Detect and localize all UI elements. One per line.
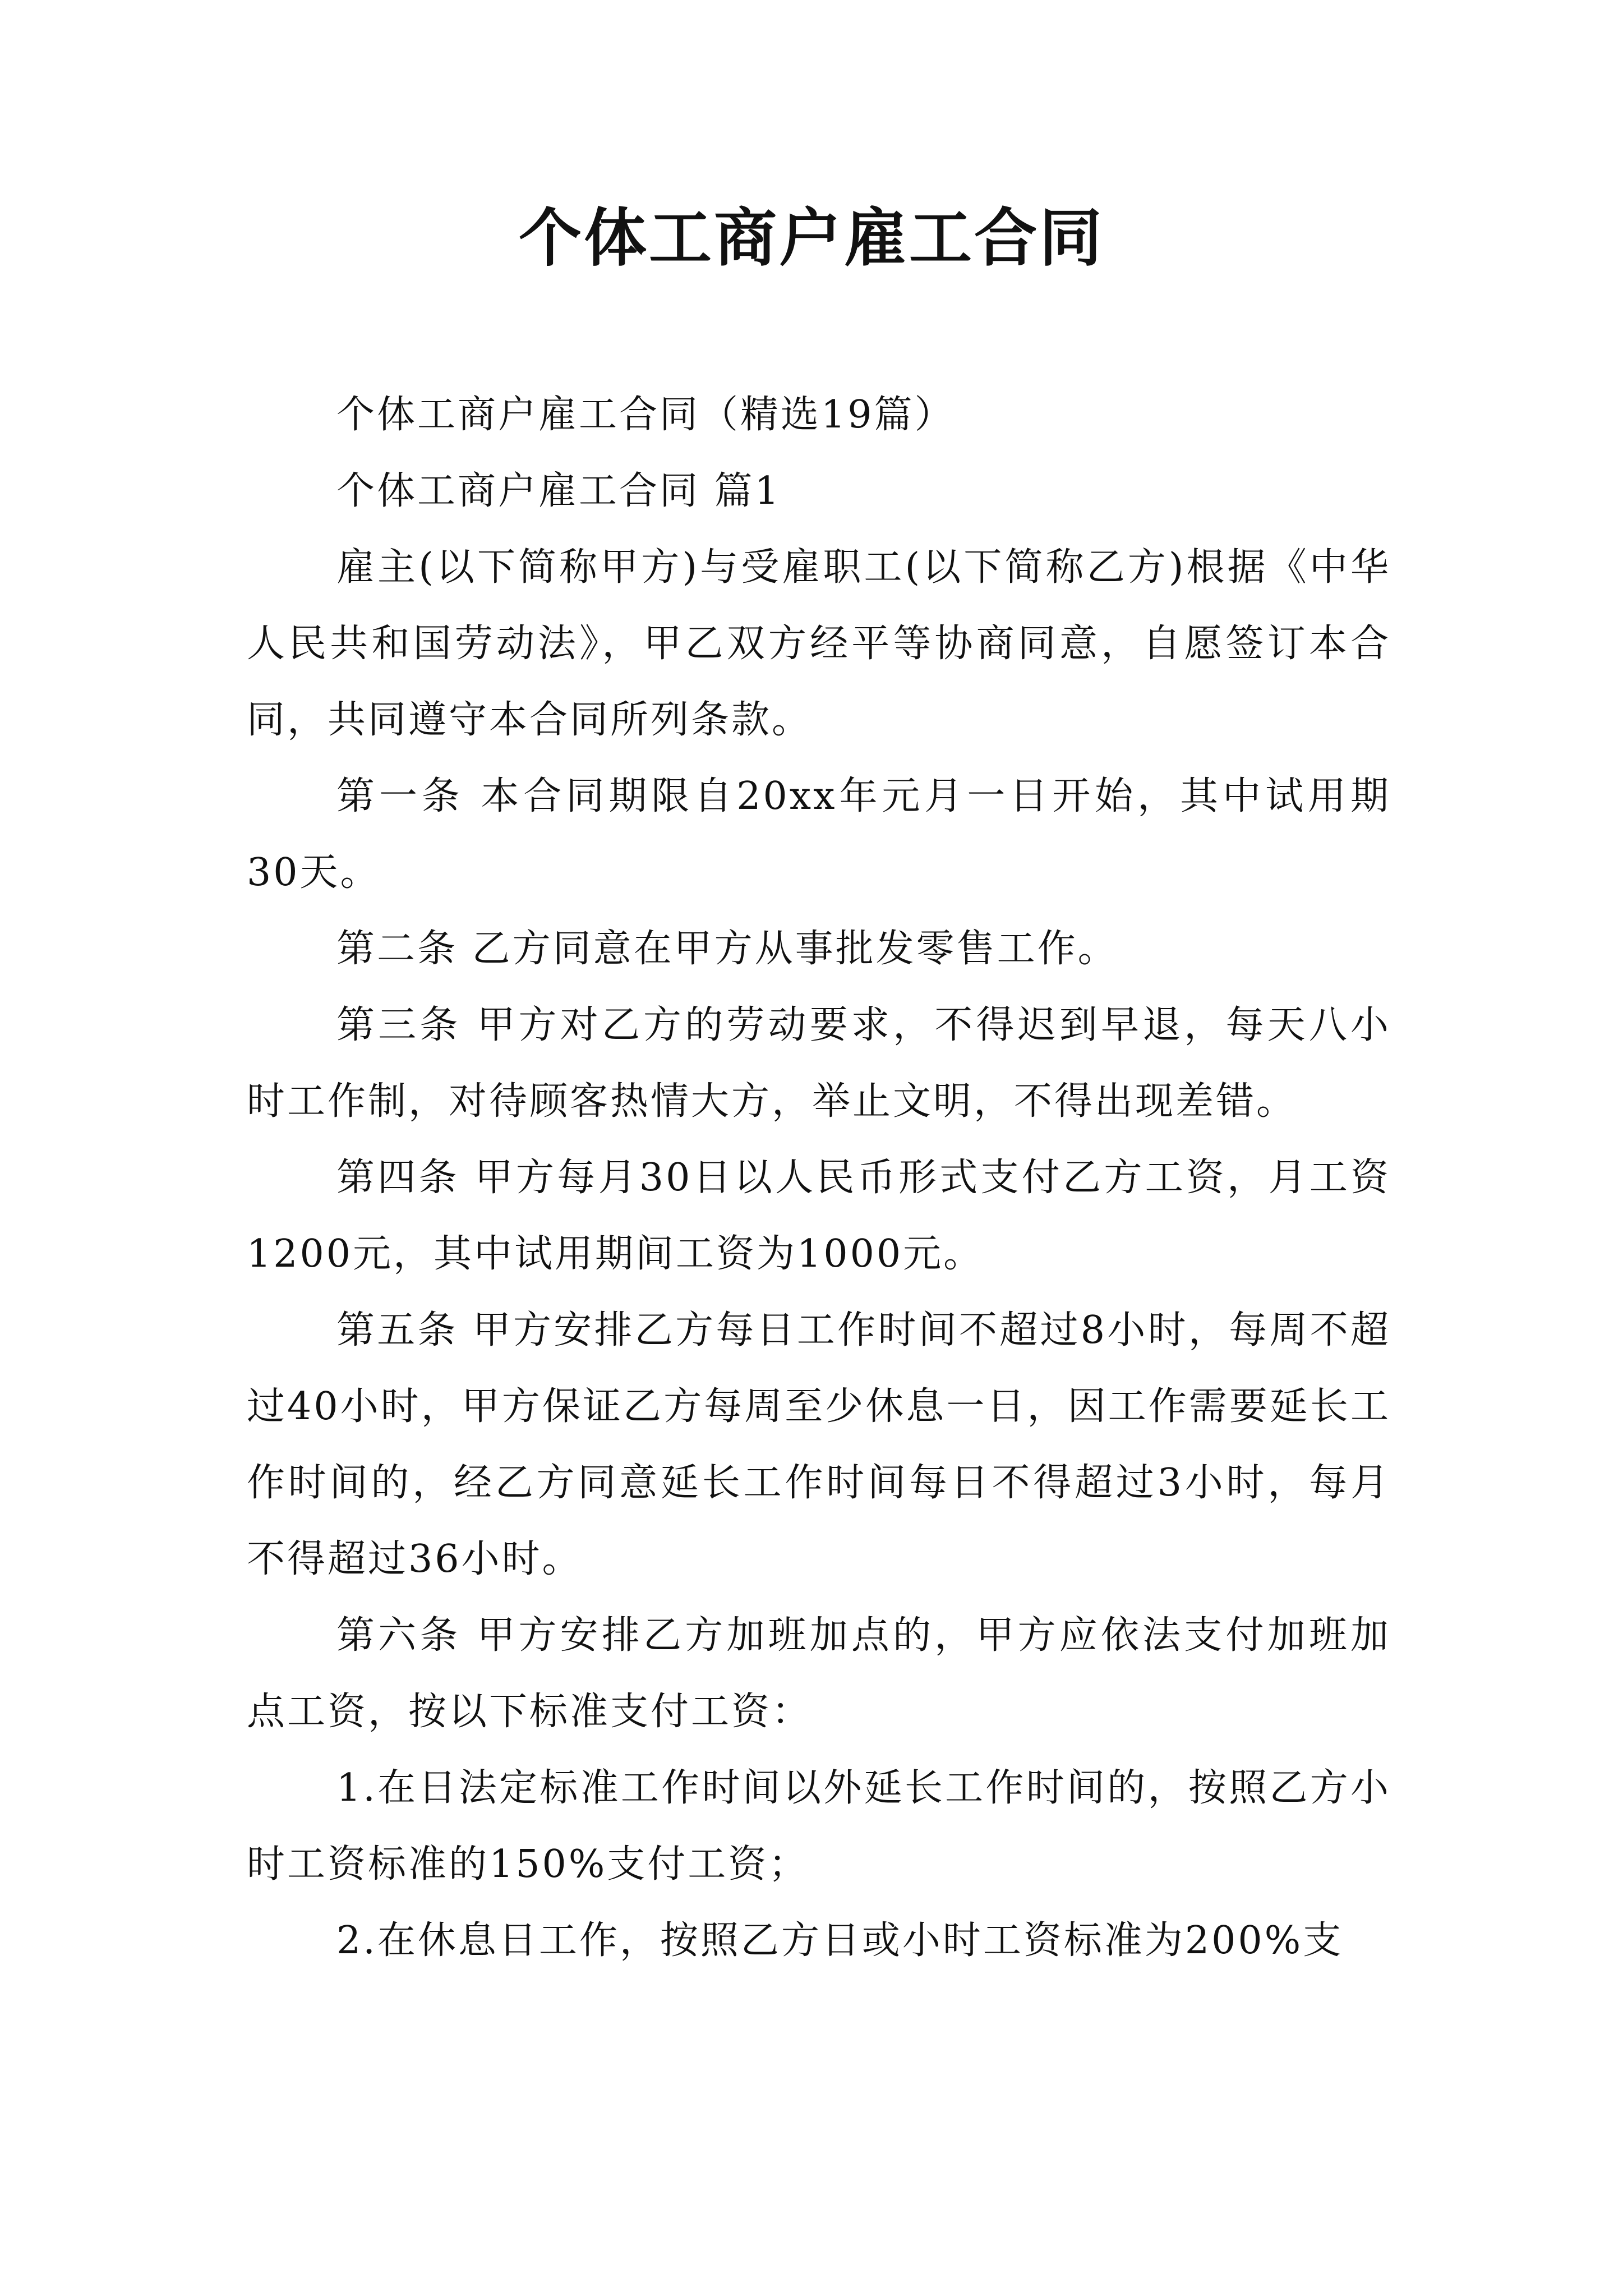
paragraph-article-2: 第二条 乙方同意在甲方从事批发零售工作。 [336,927,1118,971]
paragraph-preamble: 雇主(以下简称甲方)与受雇职工(以下简称乙方)根据《中华人民共和国劳动法》，甲乙双方经平等协商同意，自愿签订本合同，共同遵守本合同所列条款。 [247,545,1391,742]
document-body [247,377,1391,1979]
paragraph-article-3: 第三条 甲方对乙方的劳动要求，不得迟到早退，每天八小时工作制，对待顾客热情大方，举止文明，不得出现差错。 [247,1003,1391,1124]
paragraph-collection-title: 个体工商户雇工合同（精选19篇） [336,393,955,437]
paragraph-article-6: 第六条 甲方安排乙方加班加点的，甲方应依法支付加班加点工资，按以下标准支付工资： [247,1613,1391,1734]
paragraph-article-1: 第一条 本合同期限自20xx年元月一日开始，其中试用期30天。 [247,774,1391,895]
document-title: 个体工商户雇工合同 [519,201,1104,275]
paragraph-article-5: 第五条 甲方安排乙方每日工作时间不超过8小时，每周不超过40小时，甲方保证乙方每周至少休息一日，因工作需要延长工作时间的，经乙方同意延长工作时间每日不得超过3小时，每月不得超过36小时。 [247,1308,1391,1581]
paragraph-item-2: 2.在休息日工作，按照乙方日或小时工资标准为200%支 [336,1918,1344,1963]
paragraph-item-1: 1.在日法定标准工作时间以外延长工作时间的，按照乙方小时工资标准的150%支付工资； [247,1766,1391,1887]
paragraph-article-4: 第四条 甲方每月30日以人民币形式支付乙方工资，月工资1200元，其中试用期间工资为1000元。 [247,1156,1391,1276]
paragraph-section-heading: 个体工商户雇工合同 篇1 [336,469,781,513]
